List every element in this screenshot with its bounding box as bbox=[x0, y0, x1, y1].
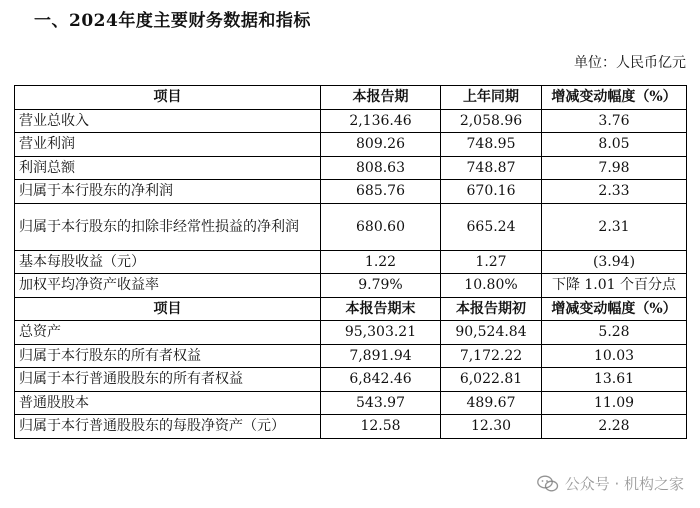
table-row bbox=[15, 250, 687, 274]
row-item: 利润总额 bbox=[15, 156, 321, 180]
row-item: 归属于本行股东的扣除非经常性损益的净利润 bbox=[15, 203, 321, 250]
table-row bbox=[15, 368, 687, 392]
row-prior: 748.95 bbox=[441, 133, 542, 157]
table-row bbox=[15, 321, 687, 345]
row-prior: 1.27 bbox=[441, 250, 542, 274]
row-current: 808.63 bbox=[321, 156, 441, 180]
row-prior: 748.87 bbox=[441, 156, 542, 180]
row-current: 543.97 bbox=[321, 391, 441, 415]
row-current: 7,891.94 bbox=[321, 344, 441, 368]
header-prior: 上年同期 bbox=[441, 86, 542, 110]
table-row bbox=[15, 415, 687, 439]
table-row bbox=[15, 274, 687, 298]
financial-table bbox=[14, 85, 687, 439]
row-prior: 90,524.84 bbox=[441, 321, 542, 345]
row-prior: 12.30 bbox=[441, 415, 542, 439]
header-prior: 本报告期初 bbox=[441, 297, 542, 321]
row-current: 809.26 bbox=[321, 133, 441, 157]
row-item: 加权平均净资产收益率 bbox=[15, 274, 321, 298]
row-current: 6,842.46 bbox=[321, 368, 441, 392]
row-change: 2.31 bbox=[542, 203, 687, 250]
header-current: 本报告期 bbox=[321, 86, 441, 110]
table-row bbox=[15, 180, 687, 204]
row-item: 归属于本行股东的所有者权益 bbox=[15, 344, 321, 368]
row-change: 13.61 bbox=[542, 368, 687, 392]
watermark bbox=[537, 473, 684, 494]
header-current: 本报告期末 bbox=[321, 297, 441, 321]
header-change: 增减变动幅度（%） bbox=[542, 86, 687, 110]
row-prior: 489.67 bbox=[441, 391, 542, 415]
row-current: 680.60 bbox=[321, 203, 441, 250]
row-change: 11.09 bbox=[542, 391, 687, 415]
table-row bbox=[15, 156, 687, 180]
row-change: 下降 1.01 个百分点 bbox=[542, 274, 687, 298]
row-item: 基本每股收益（元） bbox=[15, 250, 321, 274]
row-current: 12.58 bbox=[321, 415, 441, 439]
row-prior: 7,172.22 bbox=[441, 344, 542, 368]
row-change: (3.94) bbox=[542, 250, 687, 274]
header-item: 项目 bbox=[15, 297, 321, 321]
row-change: 8.05 bbox=[542, 133, 687, 157]
row-current: 2,136.46 bbox=[321, 109, 441, 133]
table-header-row bbox=[15, 297, 687, 321]
row-current: 685.76 bbox=[321, 180, 441, 204]
row-change: 7.98 bbox=[542, 156, 687, 180]
header-change: 增减变动幅度（%） bbox=[542, 297, 687, 321]
row-prior: 2,058.96 bbox=[441, 109, 542, 133]
row-item: 总资产 bbox=[15, 321, 321, 345]
row-current: 9.79% bbox=[321, 274, 441, 298]
header-item: 项目 bbox=[15, 86, 321, 110]
table-header-row bbox=[15, 86, 687, 110]
row-item: 普通股股本 bbox=[15, 391, 321, 415]
row-current: 1.22 bbox=[321, 250, 441, 274]
row-item: 归属于本行普通股股东的每股净资产（元） bbox=[15, 415, 321, 439]
row-prior: 665.24 bbox=[441, 203, 542, 250]
row-item: 归属于本行股东的净利润 bbox=[15, 180, 321, 204]
section-heading: 一、2024年度主要财务数据和指标 bbox=[34, 11, 311, 31]
row-prior: 6,022.81 bbox=[441, 368, 542, 392]
row-item: 营业利润 bbox=[15, 133, 321, 157]
table-row bbox=[15, 109, 687, 133]
table-row bbox=[15, 391, 687, 415]
row-prior: 670.16 bbox=[441, 180, 542, 204]
watermark-text: 公众号 · 机构之家 bbox=[564, 475, 684, 493]
row-change: 2.28 bbox=[542, 415, 687, 439]
row-current: 95,303.21 bbox=[321, 321, 441, 345]
table-row bbox=[15, 344, 687, 368]
row-item: 归属于本行普通股股东的所有者权益 bbox=[15, 368, 321, 392]
table-row bbox=[15, 133, 687, 157]
row-item: 营业总收入 bbox=[15, 109, 321, 133]
wechat-icon bbox=[537, 475, 559, 493]
table-row bbox=[15, 203, 687, 250]
row-change: 10.03 bbox=[542, 344, 687, 368]
row-prior: 10.80% bbox=[441, 274, 542, 298]
unit-label: 单位：人民币亿元 bbox=[574, 55, 686, 71]
row-change: 2.33 bbox=[542, 180, 687, 204]
row-change: 3.76 bbox=[542, 109, 687, 133]
row-change: 5.28 bbox=[542, 321, 687, 345]
